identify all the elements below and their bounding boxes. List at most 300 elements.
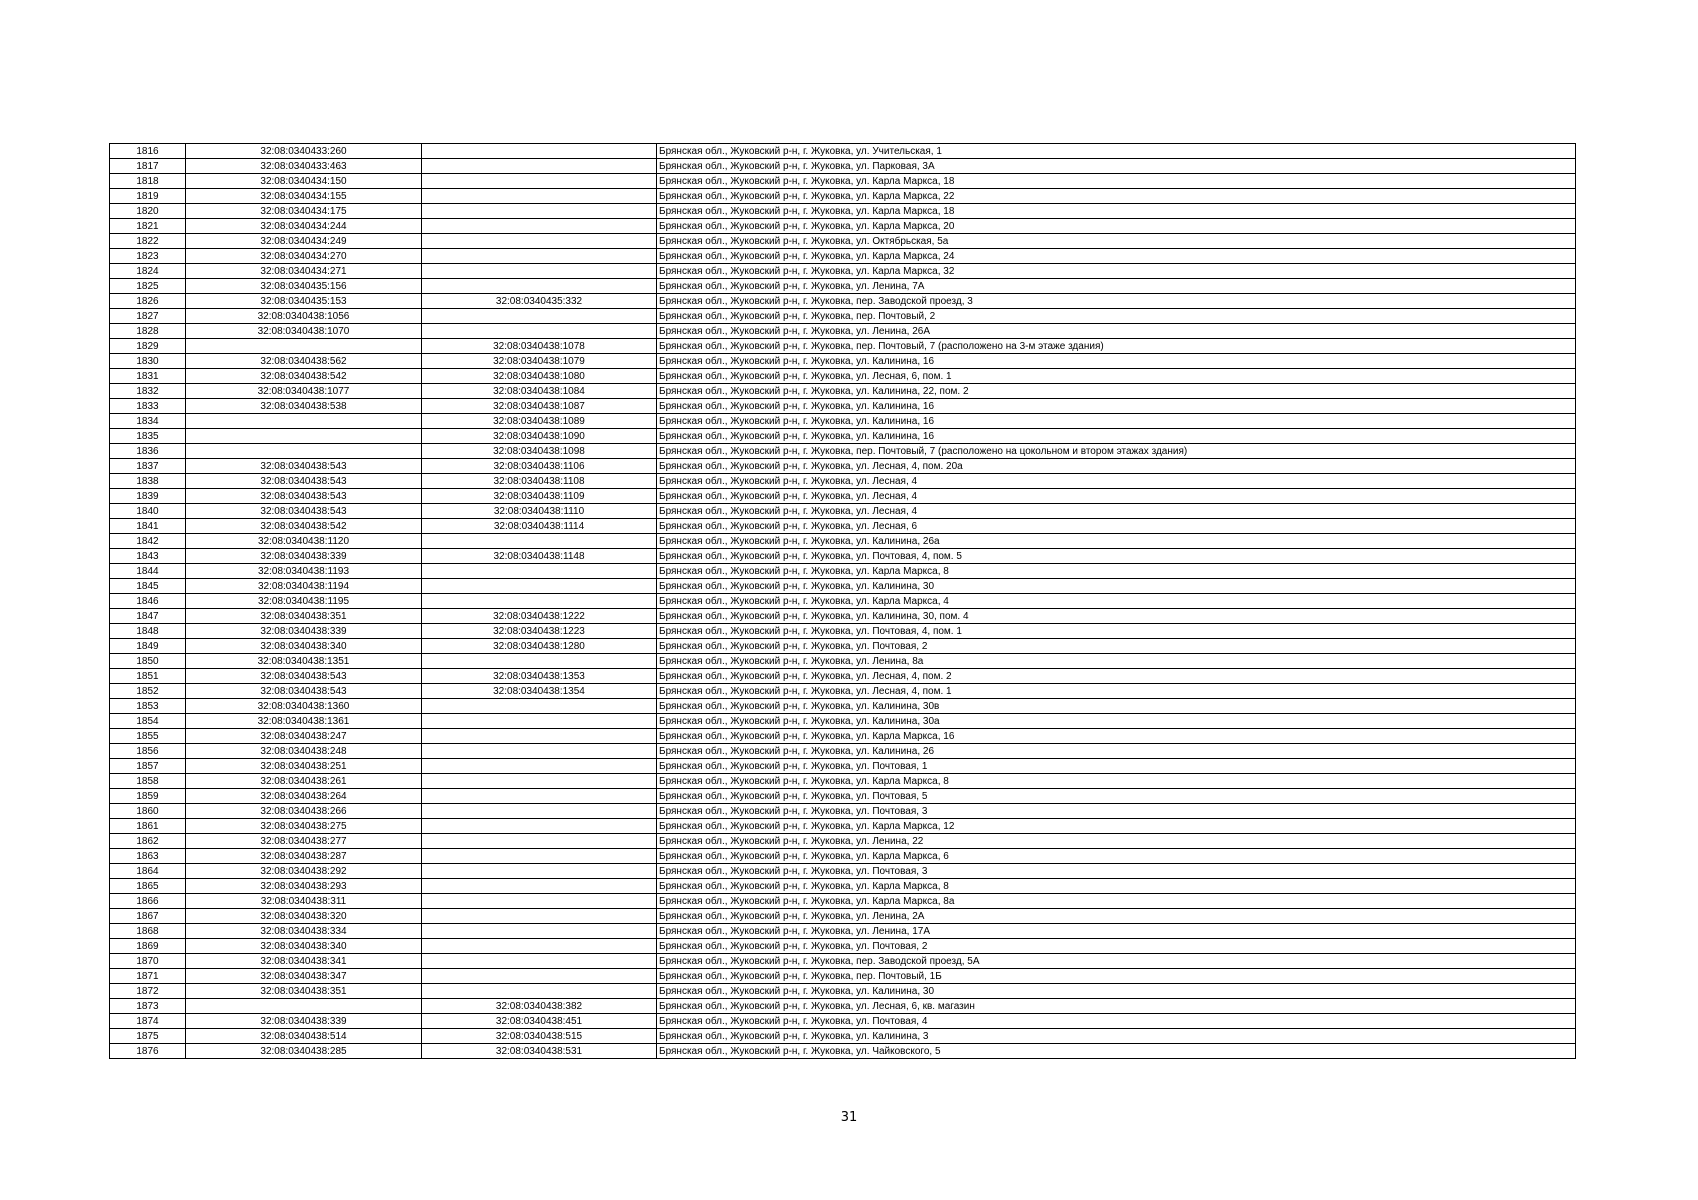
row-number-cell: 1851 <box>110 669 186 684</box>
cadastral-number-cell: 32:08:0340438:514 <box>186 1029 422 1044</box>
address-cell: Брянская обл., Жуковский р-н, г. Жуковка, ул. Калинина, 16 <box>657 354 1576 369</box>
cadastral-number-cell: 32:08:0340438:264 <box>186 789 422 804</box>
table-row <box>110 699 1576 714</box>
row-number-cell: 1823 <box>110 249 186 264</box>
cadastral-number-cell: 32:08:0340438:261 <box>186 774 422 789</box>
cadastral-number-cell: 32:08:0340438:1360 <box>186 699 422 714</box>
related-cadastral-number-cell <box>422 834 657 849</box>
table-row <box>110 504 1576 519</box>
table-row <box>110 189 1576 204</box>
address-cell: Брянская обл., Жуковский р-н, г. Жуковка, ул. Карла Маркса, 4 <box>657 594 1576 609</box>
row-number-cell: 1840 <box>110 504 186 519</box>
row-number-cell: 1837 <box>110 459 186 474</box>
cadastral-number-cell: 32:08:0340434:244 <box>186 219 422 234</box>
row-number-cell: 1850 <box>110 654 186 669</box>
row-number-cell: 1867 <box>110 909 186 924</box>
table-row <box>110 564 1576 579</box>
table-row <box>110 999 1576 1014</box>
cadastral-number-cell: 32:08:0340438:339 <box>186 1014 422 1029</box>
table-row <box>110 879 1576 894</box>
cadastral-number-cell: 32:08:0340438:340 <box>186 939 422 954</box>
address-cell: Брянская обл., Жуковский р-н, г. Жуковка, пер. Почтовый, 2 <box>657 309 1576 324</box>
cadastral-number-cell: 32:08:0340438:287 <box>186 849 422 864</box>
row-number-cell: 1829 <box>110 339 186 354</box>
table-row <box>110 174 1576 189</box>
table-row <box>110 774 1576 789</box>
row-number-cell: 1832 <box>110 384 186 399</box>
address-cell: Брянская обл., Жуковский р-н, г. Жуковка, ул. Лесная, 4 <box>657 489 1576 504</box>
table-row <box>110 639 1576 654</box>
address-cell: Брянская обл., Жуковский р-н, г. Жуковка, ул. Почтовая, 3 <box>657 864 1576 879</box>
cadastral-number-cell: 32:08:0340438:292 <box>186 864 422 879</box>
table-row <box>110 1044 1576 1059</box>
table-row <box>110 444 1576 459</box>
row-number-cell: 1849 <box>110 639 186 654</box>
table-row <box>110 354 1576 369</box>
address-cell: Брянская обл., Жуковский р-н, г. Жуковка, ул. Октябрьская, 5а <box>657 234 1576 249</box>
table-row <box>110 714 1576 729</box>
cadastral-number-cell: 32:08:0340438:1194 <box>186 579 422 594</box>
row-number-cell: 1834 <box>110 414 186 429</box>
table-row <box>110 804 1576 819</box>
table-row <box>110 339 1576 354</box>
address-cell: Брянская обл., Жуковский р-н, г. Жуковка, ул. Калинина, 3 <box>657 1029 1576 1044</box>
related-cadastral-number-cell: 32:08:0340438:1079 <box>422 354 657 369</box>
row-number-cell: 1852 <box>110 684 186 699</box>
related-cadastral-number-cell <box>422 189 657 204</box>
address-cell: Брянская обл., Жуковский р-н, г. Жуковка, ул. Калинина, 30, пом. 4 <box>657 609 1576 624</box>
address-cell: Брянская обл., Жуковский р-н, г. Жуковка, ул. Лесная, 4, пом. 2 <box>657 669 1576 684</box>
related-cadastral-number-cell: 32:08:0340438:1098 <box>422 444 657 459</box>
table-row <box>110 1014 1576 1029</box>
row-number-cell: 1838 <box>110 474 186 489</box>
address-cell: Брянская обл., Жуковский р-н, г. Жуковка, ул. Учительская, 1 <box>657 144 1576 159</box>
address-cell: Брянская обл., Жуковский р-н, г. Жуковка, пер. Почтовый, 7 (расположено на 3-м этаже здания) <box>657 339 1576 354</box>
related-cadastral-number-cell <box>422 324 657 339</box>
row-number-cell: 1847 <box>110 609 186 624</box>
row-number-cell: 1830 <box>110 354 186 369</box>
row-number-cell: 1836 <box>110 444 186 459</box>
related-cadastral-number-cell <box>422 279 657 294</box>
row-number-cell: 1856 <box>110 744 186 759</box>
address-cell: Брянская обл., Жуковский р-н, г. Жуковка, ул. Ленина, 22 <box>657 834 1576 849</box>
table-row <box>110 759 1576 774</box>
cadastral-number-cell: 32:08:0340438:251 <box>186 759 422 774</box>
related-cadastral-number-cell: 32:08:0340438:1078 <box>422 339 657 354</box>
cadastral-number-cell: 32:08:0340438:1070 <box>186 324 422 339</box>
cadastral-number-cell: 32:08:0340438:1351 <box>186 654 422 669</box>
table-row <box>110 534 1576 549</box>
row-number-cell: 1858 <box>110 774 186 789</box>
cadastral-number-cell: 32:08:0340438:543 <box>186 474 422 489</box>
related-cadastral-number-cell <box>422 594 657 609</box>
address-cell: Брянская обл., Жуковский р-н, г. Жуковка, ул. Калинина, 30 <box>657 984 1576 999</box>
row-number-cell: 1846 <box>110 594 186 609</box>
address-cell: Брянская обл., Жуковский р-н, г. Жуковка, ул. Лесная, 6 <box>657 519 1576 534</box>
address-cell: Брянская обл., Жуковский р-н, г. Жуковка, ул. Почтовая, 5 <box>657 789 1576 804</box>
address-cell: Брянская обл., Жуковский р-н, г. Жуковка, ул. Почтовая, 3 <box>657 804 1576 819</box>
cadastral-number-cell: 32:08:0340438:311 <box>186 894 422 909</box>
table-row <box>110 939 1576 954</box>
table-row <box>110 204 1576 219</box>
related-cadastral-number-cell: 32:08:0340438:1353 <box>422 669 657 684</box>
row-number-cell: 1835 <box>110 429 186 444</box>
address-cell: Брянская обл., Жуковский р-н, г. Жуковка, ул. Почтовая, 2 <box>657 639 1576 654</box>
table-row <box>110 369 1576 384</box>
row-number-cell: 1855 <box>110 729 186 744</box>
cadastral-number-cell: 32:08:0340434:249 <box>186 234 422 249</box>
row-number-cell: 1839 <box>110 489 186 504</box>
related-cadastral-number-cell <box>422 219 657 234</box>
cadastral-number-cell: 32:08:0340435:156 <box>186 279 422 294</box>
address-cell: Брянская обл., Жуковский р-н, г. Жуковка, ул. Лесная, 4, пом. 20а <box>657 459 1576 474</box>
row-number-cell: 1820 <box>110 204 186 219</box>
related-cadastral-number-cell: 32:08:0340438:1222 <box>422 609 657 624</box>
related-cadastral-number-cell <box>422 699 657 714</box>
related-cadastral-number-cell <box>422 909 657 924</box>
table-row <box>110 414 1576 429</box>
address-cell: Брянская обл., Жуковский р-н, г. Жуковка, ул. Лесная, 6, пом. 1 <box>657 369 1576 384</box>
related-cadastral-number-cell <box>422 309 657 324</box>
row-number-cell: 1819 <box>110 189 186 204</box>
address-cell: Брянская обл., Жуковский р-н, г. Жуковка, ул. Ленина, 26А <box>657 324 1576 339</box>
address-cell: Брянская обл., Жуковский р-н, г. Жуковка, ул. Калинина, 30 <box>657 579 1576 594</box>
table-row <box>110 954 1576 969</box>
address-cell: Брянская обл., Жуковский р-н, г. Жуковка, ул. Карла Маркса, 8а <box>657 894 1576 909</box>
related-cadastral-number-cell <box>422 264 657 279</box>
table-row <box>110 849 1576 864</box>
row-number-cell: 1866 <box>110 894 186 909</box>
table-row <box>110 399 1576 414</box>
cadastral-number-cell: 32:08:0340438:351 <box>186 609 422 624</box>
related-cadastral-number-cell: 32:08:0340438:531 <box>422 1044 657 1059</box>
related-cadastral-number-cell: 32:08:0340438:1110 <box>422 504 657 519</box>
related-cadastral-number-cell <box>422 714 657 729</box>
table-row <box>110 1029 1576 1044</box>
cadastral-number-cell: 32:08:0340438:347 <box>186 969 422 984</box>
cadastral-number-cell: 32:08:0340434:271 <box>186 264 422 279</box>
cadastral-number-cell: 32:08:0340434:155 <box>186 189 422 204</box>
related-cadastral-number-cell <box>422 249 657 264</box>
row-number-cell: 1842 <box>110 534 186 549</box>
row-number-cell: 1821 <box>110 219 186 234</box>
cadastral-number-cell: 32:08:0340438:293 <box>186 879 422 894</box>
related-cadastral-number-cell: 32:08:0340438:382 <box>422 999 657 1014</box>
address-cell: Брянская обл., Жуковский р-н, г. Жуковка, ул. Карла Маркса, 8 <box>657 879 1576 894</box>
related-cadastral-number-cell: 32:08:0340438:1280 <box>422 639 657 654</box>
related-cadastral-number-cell <box>422 894 657 909</box>
related-cadastral-number-cell <box>422 804 657 819</box>
address-cell: Брянская обл., Жуковский р-н, г. Жуковка, ул. Калинина, 30а <box>657 714 1576 729</box>
related-cadastral-number-cell <box>422 879 657 894</box>
related-cadastral-number-cell: 32:08:0340438:1089 <box>422 414 657 429</box>
related-cadastral-number-cell <box>422 759 657 774</box>
cadastral-number-cell <box>186 444 422 459</box>
table-row <box>110 864 1576 879</box>
related-cadastral-number-cell: 32:08:0340438:451 <box>422 1014 657 1029</box>
address-cell: Брянская обл., Жуковский р-н, г. Жуковка, ул. Карла Маркса, 18 <box>657 204 1576 219</box>
table-row <box>110 324 1576 339</box>
row-number-cell: 1857 <box>110 759 186 774</box>
address-cell: Брянская обл., Жуковский р-н, г. Жуковка, пер. Заводской проезд, 3 <box>657 294 1576 309</box>
address-cell: Брянская обл., Жуковский р-н, г. Жуковка, ул. Карла Маркса, 6 <box>657 849 1576 864</box>
related-cadastral-number-cell: 32:08:0340438:1148 <box>422 549 657 564</box>
registry-table <box>109 143 1576 1059</box>
row-number-cell: 1817 <box>110 159 186 174</box>
cadastral-number-cell: 32:08:0340438:543 <box>186 459 422 474</box>
table-row <box>110 669 1576 684</box>
related-cadastral-number-cell: 32:08:0340438:1114 <box>422 519 657 534</box>
row-number-cell: 1841 <box>110 519 186 534</box>
cadastral-number-cell: 32:08:0340438:543 <box>186 489 422 504</box>
related-cadastral-number-cell <box>422 924 657 939</box>
related-cadastral-number-cell <box>422 969 657 984</box>
row-number-cell: 1854 <box>110 714 186 729</box>
address-cell: Брянская обл., Жуковский р-н, г. Жуковка, ул. Почтовая, 2 <box>657 939 1576 954</box>
related-cadastral-number-cell <box>422 984 657 999</box>
address-cell: Брянская обл., Жуковский р-н, г. Жуковка, ул. Лесная, 4 <box>657 504 1576 519</box>
table-row <box>110 519 1576 534</box>
address-cell: Брянская обл., Жуковский р-н, г. Жуковка, ул. Калинина, 26 <box>657 744 1576 759</box>
related-cadastral-number-cell: 32:08:0340438:1087 <box>422 399 657 414</box>
row-number-cell: 1859 <box>110 789 186 804</box>
related-cadastral-number-cell <box>422 729 657 744</box>
cadastral-number-cell: 32:08:0340438:341 <box>186 954 422 969</box>
table-row <box>110 684 1576 699</box>
cadastral-number-cell: 32:08:0340435:153 <box>186 294 422 309</box>
cadastral-number-cell: 32:08:0340438:275 <box>186 819 422 834</box>
address-cell: Брянская обл., Жуковский р-н, г. Жуковка, ул. Лесная, 4 <box>657 474 1576 489</box>
related-cadastral-number-cell <box>422 819 657 834</box>
table-row <box>110 459 1576 474</box>
related-cadastral-number-cell: 32:08:0340438:1084 <box>422 384 657 399</box>
table-row <box>110 549 1576 564</box>
address-cell: Брянская обл., Жуковский р-н, г. Жуковка, ул. Калинина, 16 <box>657 429 1576 444</box>
related-cadastral-number-cell: 32:08:0340435:332 <box>422 294 657 309</box>
cadastral-number-cell: 32:08:0340438:1056 <box>186 309 422 324</box>
page-number: 31 <box>840 1110 858 1125</box>
table-row <box>110 984 1576 999</box>
table-row <box>110 654 1576 669</box>
cadastral-number-cell: 32:08:0340438:277 <box>186 834 422 849</box>
row-number-cell: 1825 <box>110 279 186 294</box>
address-cell: Брянская обл., Жуковский р-н, г. Жуковка, ул. Калинина, 26а <box>657 534 1576 549</box>
row-number-cell: 1863 <box>110 849 186 864</box>
row-number-cell: 1827 <box>110 309 186 324</box>
row-number-cell: 1873 <box>110 999 186 1014</box>
row-number-cell: 1874 <box>110 1014 186 1029</box>
table-row <box>110 789 1576 804</box>
address-cell: Брянская обл., Жуковский р-н, г. Жуковка, ул. Лесная, 6, кв. магазин <box>657 999 1576 1014</box>
table-row <box>110 729 1576 744</box>
row-number-cell: 1828 <box>110 324 186 339</box>
cadastral-number-cell: 32:08:0340438:1195 <box>186 594 422 609</box>
table-row <box>110 144 1576 159</box>
row-number-cell: 1822 <box>110 234 186 249</box>
row-number-cell: 1864 <box>110 864 186 879</box>
row-number-cell: 1865 <box>110 879 186 894</box>
address-cell: Брянская обл., Жуковский р-н, г. Жуковка, ул. Карла Маркса, 24 <box>657 249 1576 264</box>
row-number-cell: 1826 <box>110 294 186 309</box>
related-cadastral-number-cell <box>422 864 657 879</box>
related-cadastral-number-cell: 32:08:0340438:1090 <box>422 429 657 444</box>
table-row <box>110 594 1576 609</box>
address-cell: Брянская обл., Жуковский р-н, г. Жуковка, ул. Почтовая, 4, пом. 5 <box>657 549 1576 564</box>
related-cadastral-number-cell <box>422 174 657 189</box>
related-cadastral-number-cell: 32:08:0340438:1354 <box>422 684 657 699</box>
table-row <box>110 894 1576 909</box>
related-cadastral-number-cell <box>422 144 657 159</box>
row-number-cell: 1871 <box>110 969 186 984</box>
related-cadastral-number-cell <box>422 849 657 864</box>
address-cell: Брянская обл., Жуковский р-н, г. Жуковка, ул. Ленина, 7А <box>657 279 1576 294</box>
cadastral-number-cell: 32:08:0340438:542 <box>186 519 422 534</box>
cadastral-number-cell: 32:08:0340438:334 <box>186 924 422 939</box>
address-cell: Брянская обл., Жуковский р-н, г. Жуковка, ул. Карла Маркса, 16 <box>657 729 1576 744</box>
cadastral-number-cell: 32:08:0340434:270 <box>186 249 422 264</box>
row-number-cell: 1833 <box>110 399 186 414</box>
row-number-cell: 1818 <box>110 174 186 189</box>
table-row <box>110 264 1576 279</box>
address-cell: Брянская обл., Жуковский р-н, г. Жуковка, ул. Ленина, 17А <box>657 924 1576 939</box>
row-number-cell: 1868 <box>110 924 186 939</box>
related-cadastral-number-cell <box>422 564 657 579</box>
cadastral-number-cell: 32:08:0340438:351 <box>186 984 422 999</box>
address-cell: Брянская обл., Жуковский р-н, г. Жуковка, ул. Парковая, 3А <box>657 159 1576 174</box>
address-cell: Брянская обл., Жуковский р-н, г. Жуковка, ул. Калинина, 16 <box>657 399 1576 414</box>
registry-table-body <box>110 144 1576 1059</box>
address-cell: Брянская обл., Жуковский р-н, г. Жуковка, ул. Лесная, 4, пом. 1 <box>657 684 1576 699</box>
row-number-cell: 1875 <box>110 1029 186 1044</box>
row-number-cell: 1843 <box>110 549 186 564</box>
row-number-cell: 1862 <box>110 834 186 849</box>
table-row <box>110 429 1576 444</box>
cadastral-number-cell: 32:08:0340438:340 <box>186 639 422 654</box>
table-row <box>110 834 1576 849</box>
cadastral-number-cell: 32:08:0340438:1361 <box>186 714 422 729</box>
related-cadastral-number-cell <box>422 789 657 804</box>
table-row <box>110 909 1576 924</box>
cadastral-number-cell: 32:08:0340438:266 <box>186 804 422 819</box>
cadastral-number-cell: 32:08:0340438:1193 <box>186 564 422 579</box>
related-cadastral-number-cell: 32:08:0340438:515 <box>422 1029 657 1044</box>
address-cell: Брянская обл., Жуковский р-н, г. Жуковка, ул. Карла Маркса, 22 <box>657 189 1576 204</box>
related-cadastral-number-cell <box>422 534 657 549</box>
table-row <box>110 384 1576 399</box>
table-row <box>110 744 1576 759</box>
related-cadastral-number-cell: 32:08:0340438:1108 <box>422 474 657 489</box>
address-cell: Брянская обл., Жуковский р-н, г. Жуковка, ул. Карла Маркса, 18 <box>657 174 1576 189</box>
address-cell: Брянская обл., Жуковский р-н, г. Жуковка, ул. Почтовая, 4, пом. 1 <box>657 624 1576 639</box>
related-cadastral-number-cell: 32:08:0340438:1080 <box>422 369 657 384</box>
cadastral-number-cell: 32:08:0340438:339 <box>186 624 422 639</box>
cadastral-number-cell: 32:08:0340434:150 <box>186 174 422 189</box>
table-row <box>110 234 1576 249</box>
address-cell: Брянская обл., Жуковский р-н, г. Жуковка, ул. Почтовая, 4 <box>657 1014 1576 1029</box>
address-cell: Брянская обл., Жуковский р-н, г. Жуковка, ул. Калинина, 16 <box>657 414 1576 429</box>
related-cadastral-number-cell: 32:08:0340438:1223 <box>422 624 657 639</box>
cadastral-number-cell: 32:08:0340438:562 <box>186 354 422 369</box>
cadastral-number-cell: 32:08:0340434:175 <box>186 204 422 219</box>
address-cell: Брянская обл., Жуковский р-н, г. Жуковка, пер. Почтовый, 1Б <box>657 969 1576 984</box>
cadastral-number-cell: 32:08:0340433:260 <box>186 144 422 159</box>
cadastral-number-cell: 32:08:0340438:1077 <box>186 384 422 399</box>
cadastral-number-cell: 32:08:0340438:247 <box>186 729 422 744</box>
row-number-cell: 1844 <box>110 564 186 579</box>
cadastral-number-cell: 32:08:0340438:1120 <box>186 534 422 549</box>
table-row <box>110 579 1576 594</box>
row-number-cell: 1845 <box>110 579 186 594</box>
table-row <box>110 309 1576 324</box>
related-cadastral-number-cell <box>422 939 657 954</box>
row-number-cell: 1872 <box>110 984 186 999</box>
address-cell: Брянская обл., Жуковский р-н, г. Жуковка, ул. Калинина, 22, пом. 2 <box>657 384 1576 399</box>
table-row <box>110 279 1576 294</box>
related-cadastral-number-cell <box>422 204 657 219</box>
table-row <box>110 969 1576 984</box>
cadastral-number-cell: 32:08:0340438:542 <box>186 369 422 384</box>
row-number-cell: 1876 <box>110 1044 186 1059</box>
table-row <box>110 624 1576 639</box>
cadastral-number-cell <box>186 339 422 354</box>
related-cadastral-number-cell <box>422 954 657 969</box>
cadastral-number-cell: 32:08:0340433:463 <box>186 159 422 174</box>
row-number-cell: 1824 <box>110 264 186 279</box>
cadastral-number-cell <box>186 999 422 1014</box>
address-cell: Брянская обл., Жуковский р-н, г. Жуковка, ул. Почтовая, 1 <box>657 759 1576 774</box>
row-number-cell: 1848 <box>110 624 186 639</box>
row-number-cell: 1870 <box>110 954 186 969</box>
related-cadastral-number-cell: 32:08:0340438:1106 <box>422 459 657 474</box>
table-row <box>110 219 1576 234</box>
table-row <box>110 819 1576 834</box>
table-row <box>110 489 1576 504</box>
row-number-cell: 1860 <box>110 804 186 819</box>
related-cadastral-number-cell <box>422 654 657 669</box>
cadastral-number-cell: 32:08:0340438:543 <box>186 669 422 684</box>
related-cadastral-number-cell <box>422 744 657 759</box>
cadastral-number-cell: 32:08:0340438:543 <box>186 504 422 519</box>
address-cell: Брянская обл., Жуковский р-н, г. Жуковка, ул. Чайковского, 5 <box>657 1044 1576 1059</box>
table-row <box>110 294 1576 309</box>
row-number-cell: 1861 <box>110 819 186 834</box>
address-cell: Брянская обл., Жуковский р-н, г. Жуковка, ул. Карла Маркса, 8 <box>657 564 1576 579</box>
address-cell: Брянская обл., Жуковский р-н, г. Жуковка, ул. Ленина, 8а <box>657 654 1576 669</box>
cadastral-number-cell: 32:08:0340438:248 <box>186 744 422 759</box>
row-number-cell: 1816 <box>110 144 186 159</box>
address-cell: Брянская обл., Жуковский р-н, г. Жуковка, ул. Ленина, 2А <box>657 909 1576 924</box>
address-cell: Брянская обл., Жуковский р-н, г. Жуковка, ул. Карла Маркса, 8 <box>657 774 1576 789</box>
address-cell: Брянская обл., Жуковский р-н, г. Жуковка, ул. Калинина, 30в <box>657 699 1576 714</box>
related-cadastral-number-cell <box>422 234 657 249</box>
address-cell: Брянская обл., Жуковский р-н, г. Жуковка, пер. Заводской проезд, 5А <box>657 954 1576 969</box>
table-row <box>110 609 1576 624</box>
cadastral-number-cell: 32:08:0340438:543 <box>186 684 422 699</box>
table-row <box>110 249 1576 264</box>
related-cadastral-number-cell <box>422 159 657 174</box>
address-cell: Брянская обл., Жуковский р-н, г. Жуковка, ул. Карла Маркса, 12 <box>657 819 1576 834</box>
related-cadastral-number-cell: 32:08:0340438:1109 <box>422 489 657 504</box>
table-row <box>110 159 1576 174</box>
address-cell: Брянская обл., Жуковский р-н, г. Жуковка, пер. Почтовый, 7 (расположено на цокольном и втором этажах здания) <box>657 444 1576 459</box>
row-number-cell: 1853 <box>110 699 186 714</box>
address-cell: Брянская обл., Жуковский р-н, г. Жуковка, ул. Карла Маркса, 20 <box>657 219 1576 234</box>
cadastral-number-cell <box>186 429 422 444</box>
cadastral-number-cell: 32:08:0340438:285 <box>186 1044 422 1059</box>
cadastral-number-cell <box>186 414 422 429</box>
related-cadastral-number-cell <box>422 774 657 789</box>
table-row <box>110 924 1576 939</box>
